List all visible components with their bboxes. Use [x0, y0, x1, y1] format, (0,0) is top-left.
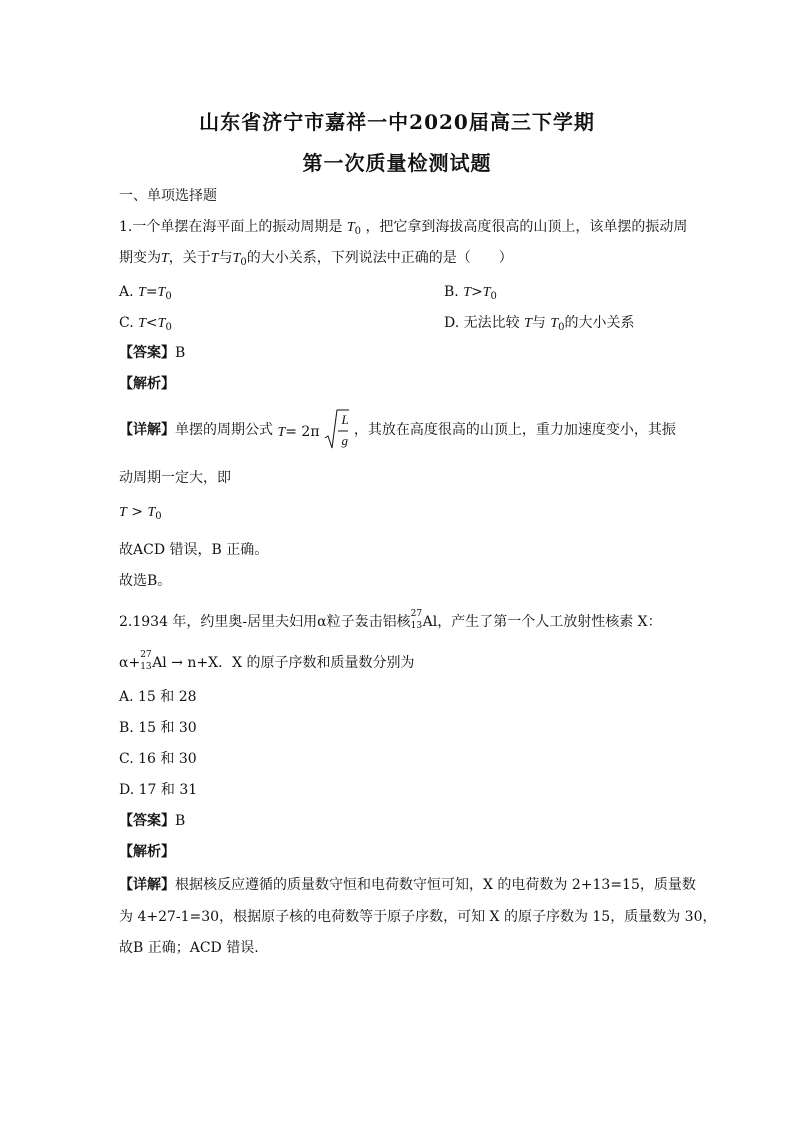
element-symbol: Al: [422, 614, 438, 630]
element-symbol: Al: [152, 655, 167, 671]
option-relation: <: [145, 315, 158, 331]
q1-analysis-label: 【解析】: [119, 376, 175, 392]
al-nuclide: [140, 649, 152, 672]
alpha-symbol: α+: [119, 655, 141, 671]
q1-var-T: T: [138, 316, 146, 331]
q1-stem-text: 1.一个单摆在海平面上的振动周期是: [119, 219, 343, 235]
q1-var-T0: T: [482, 285, 491, 300]
option-text: 的大小关系: [564, 315, 635, 331]
products: n+X: [187, 655, 219, 671]
ineq-T0: T: [147, 505, 156, 520]
q1-option-c: [119, 313, 172, 338]
q1-sub-0: 0: [490, 291, 497, 302]
q2-answer: [119, 811, 185, 831]
q1-var-T0: T: [157, 285, 166, 300]
option-relation: >: [471, 284, 483, 300]
q1-stem-text: 与: [218, 250, 233, 266]
option-label: A.: [119, 284, 139, 300]
q1-stem-text: ，关于: [168, 250, 211, 266]
q2-stem-text: ，产生了第一个人工放射性核素 X：: [437, 614, 662, 630]
q1-var-T0: T: [157, 316, 166, 331]
atomic-number: 13: [140, 662, 152, 672]
q1-option-b: [444, 282, 497, 307]
answer-label: 【答案】: [119, 345, 175, 361]
q2-option-d: D. 17 和 31: [119, 782, 198, 798]
formula-g: g: [341, 433, 348, 448]
q1-option-d: [444, 313, 635, 338]
ineq-T: T: [119, 505, 127, 520]
al-nuclide: [410, 608, 423, 631]
detail-label: 【详解】: [119, 422, 175, 438]
answer-value: B: [175, 813, 186, 829]
option-label: B.: [444, 284, 464, 300]
q1-conclusion2: 故选B。: [119, 573, 172, 589]
section-heading: 一、单项选择题: [119, 188, 217, 204]
detail-text: 根据核反应遵循的质量数守恒和电荷数守恒可知，X 的电荷数为 2+13=15，质量数: [175, 877, 696, 893]
q1-var-T: T: [463, 285, 471, 300]
q2-detail-line3: 故B 正确；ACD 错误.: [119, 940, 259, 956]
q2-detail-line2: 为 4+27-1=30，根据原子核的电荷数等于原子序数，可知 X 的原子序数为 15，质量数为 30，: [119, 909, 717, 925]
q1-conclusion1: 故ACD 错误，B 正确。: [119, 542, 269, 558]
q1-var-T0: T: [346, 220, 355, 235]
q1-detail-line1: [119, 412, 676, 448]
q2-stem-line1: [119, 608, 662, 632]
document-title-line1: 山东省济宁市嘉祥一中2020届高三下学期: [199, 110, 595, 134]
q1-stem-line2: [119, 248, 513, 273]
q2-option-c: C. 16 和 30: [119, 751, 197, 767]
q1-sub-0: 0: [558, 322, 565, 333]
q1-sub-0: 0: [354, 226, 361, 237]
q2-option-b: B. 15 和 30: [119, 720, 197, 736]
q2-equation-line: [119, 649, 415, 673]
q1-var-T: T: [161, 251, 169, 266]
formula-L: L: [341, 412, 349, 427]
formula-equals: = 2π: [285, 424, 320, 440]
ineq-relation: >: [126, 504, 148, 520]
q1-stem-text: 的大小关系，下列说法中正确的是（ ）: [246, 250, 513, 266]
q1-sub-0: 0: [240, 257, 247, 268]
q1-var-T: T: [210, 251, 219, 266]
q1-var-T: T: [138, 285, 146, 300]
q2-option-a: A. 15 和 28: [119, 689, 197, 705]
mass-number: 27: [410, 609, 423, 619]
reaction-arrow: →: [166, 655, 188, 671]
q1-detail-line2: 动周期一定大，即: [119, 470, 231, 486]
option-relation: =: [145, 284, 158, 300]
q1-var-T: T: [524, 316, 532, 331]
q1-sub-0: 0: [155, 511, 162, 522]
option-text: 与: [531, 315, 546, 331]
mass-number: 27: [140, 650, 152, 660]
answer-value: B: [175, 345, 186, 361]
q1-sub-0: 0: [165, 291, 172, 302]
q1-stem-text: 期变为: [119, 250, 161, 266]
detail-text: ，其放在高度很高的山顶上，重力加速度变小，其振: [353, 422, 676, 438]
q1-stem-line1: [119, 217, 687, 242]
option-label: C.: [119, 315, 139, 331]
atomic-number: 13: [410, 621, 423, 631]
q2-detail-line1: [119, 875, 696, 895]
q2-analysis-label: 【解析】: [119, 844, 175, 860]
q1-answer: [119, 343, 185, 363]
period-formula: [277, 412, 349, 448]
q1-stem-text: ，把它拿到海拔高度很高的山顶上，该单摆的振动周: [365, 219, 688, 235]
q2-stem-text: 2.1934 年，约里奥-居里夫妇用α粒子轰击铝核: [119, 614, 411, 630]
option-label: D. 无法比较: [444, 315, 520, 331]
answer-label: 【答案】: [119, 813, 175, 829]
q1-var-T0: T: [232, 251, 241, 266]
detail-text: 单摆的周期公式: [175, 422, 273, 438]
formula-T: T: [277, 425, 286, 440]
q1-var-T0: T: [550, 316, 559, 331]
q1-option-a: [119, 282, 172, 307]
q1-sub-0: 0: [165, 322, 172, 333]
detail-label: 【详解】: [119, 877, 175, 893]
q2-stem-text: ．X 的原子序数和质量数分别为: [218, 655, 415, 671]
q1-inequality: [119, 502, 162, 527]
document-title-line2: 第一次质量检测试题: [302, 151, 492, 175]
